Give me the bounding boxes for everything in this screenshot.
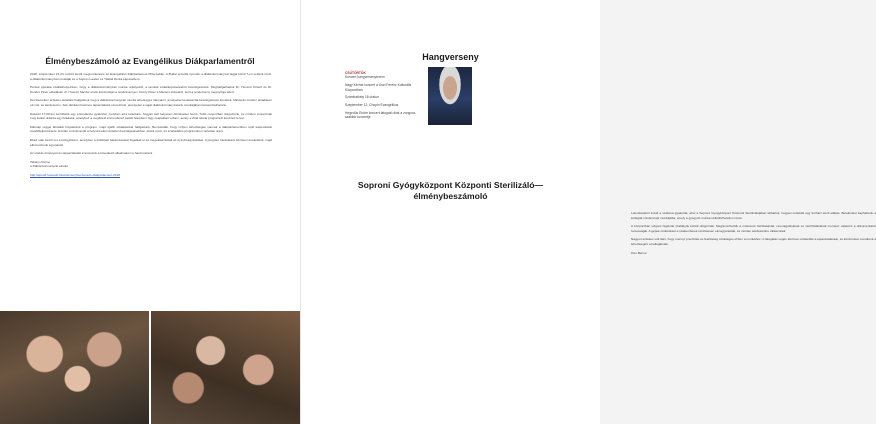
concert-info-line: Nagy Kérhet koncert a Liszt Ferenc Kulturális Központban	[345, 83, 412, 92]
students-photo-1	[0, 311, 149, 424]
paragraph: Péntek éjszaka szálláshelyeinken, hogy a diákönkormányzati munka rejtélyeiről, a tanulók érdekképviseletéről beszélgessünk. Meghallgathattuk Dr. Hosszú Kristóf és Dr. Kondor Péter előadását, dr. Hosszú Sándor elnök köszöntőjét a rendezvényen, Kóczy Péter a Mécses stílusáról, amit a rendezvény megnyitója adott.	[30, 85, 272, 94]
signature-name: Takács Dorina	[30, 159, 50, 164]
paragraph: Az utazás élményeit és tapasztalatait szeretnénk a következő alkalmakon is hasznosítani.	[30, 151, 153, 156]
concert-info	[345, 71, 425, 123]
concert-info-line: Szeptember 12. Chopin Evangélikus	[345, 102, 399, 107]
paragraph: Délután 17:00-kor kezdődött egy szimulációs gyakorlat, melyben arra tanultunk, hogyan kell helyesen döntéseket hozni. Több csoportban dolgoztunk, és minden csoportnak meg kellett oldania egy feladatot, amelyhez a megfelelő érvrendszert kellett felépíteni. Egy csapatban voltam, amely a Zöld Iskola programról készített tervet.	[30, 111, 272, 121]
paragraph: Másnap reggel áhítattal folytatódott a program, majd újabb előadásokat hallgattunk. Bemutatták, hogy milyen lehetőségek vannak a diákparlamentben rejlő kapcsolatok továbbfejlesztésére. Ezután a résztvevők a helyszíneken kötetlen beszélgetésekben vettek részt, és szabadidős programokon vehettek részt.	[30, 124, 272, 134]
paragraph: 2018. szeptember 21-23. között került megrendezésre az Evangélikus Diákparlament Piliscsabán. A Budai vezetők nyomán a diákönkormányzat tagjai közül 7-en vettünk részt, a diákönkormányzat munkáját és a Sopron Lauder és Táskai Dorka képviseltem.	[30, 72, 272, 81]
paragraph: Lelenkarokról indult a szakmai gyakorlat, ahol a Soproni Gyógyközpont Központi Sterilizálójában láthattuk, hogyan működik egy kórházi steril ellátás. Betekintést kaphattunk a kollégák mindennapi munkájába, amely a gyógyító munka nélkülözhetetlen része.	[631, 211, 876, 220]
pianist-portrait	[428, 67, 472, 125]
sterilizalo-body	[631, 211, 876, 259]
diakparlament-title: Élménybeszámoló az Evangélikus Diákparlamentről	[45, 56, 255, 66]
concert-info-line	[345, 71, 425, 80]
concert-label: CSÜTÖRTÖK	[345, 71, 366, 75]
paragraph: Nagyon érdekes volt látni, hogy mennyi precizitás és felelősség szükséges ehhez a munkához. A látogatás végén közösen értékeltük a tapasztalatokat, és köszönetet mondtunk a lehetőségért a kollégáknak.	[631, 237, 876, 246]
concert-text: Koncert hangversenyterem	[345, 75, 385, 80]
right-page	[300, 0, 876, 424]
concert-info-line: Hegedűs Endre koncert-látogató diák a zongora-szakkör koncertje	[345, 110, 417, 120]
student-photos	[0, 311, 300, 424]
sterilizalo-title: Soproni Gyógyközpont Központi Sterilizáló—élménybeszámoló	[357, 180, 544, 201]
diakparlament-body	[30, 72, 272, 182]
paragraph: Ebéd után került sor a közgyűlésre, amelyben a küldöttek határozatokat fogadtak el és megválasztották az új tisztségviselőket. A program zárásaként közösen énekeltünk, majd elbúcsúztunk egymástól.	[30, 137, 272, 147]
signature-role: a Diákönkormányzat elnöke	[30, 164, 69, 169]
concert-info-line: Szombathely 18 órakor	[345, 95, 379, 100]
article-author: Kiss Bence	[631, 250, 647, 255]
left-page	[0, 0, 300, 424]
paragraph: Két kiemelten érdekes előadást hallgattunk meg a diákönkormányzati munka lehetséges irányairól, amelyeket kerekasztal-beszélgetések követtek. Mindenki minden előadáson ott volt, és kérdezett is. Sok délutáni hasznos tapasztalatot szereztünk, amelyeket a saját diákönkormányzatunk munkájában kamatoztathatunk.	[30, 98, 272, 107]
article-link[interactable]: http://epsoft.hu/esoft-hirek/elmenybeszamolo-diakparlament-2018	[30, 172, 120, 177]
concert-title: Hangverseny	[422, 52, 479, 62]
paragraph: A központban szigorú higiéniai szabályok között dolgoznak. Megismerhettük a műszerek tisztításának, csomagolásának és sterilizálásának menetét, valamint a dokumentáció fontosságát. A gépek működését a szakemberek részletesen elmagyarázták, és minden kérdésünkre válaszoltak.	[631, 224, 876, 233]
students-photo-2	[151, 311, 300, 424]
